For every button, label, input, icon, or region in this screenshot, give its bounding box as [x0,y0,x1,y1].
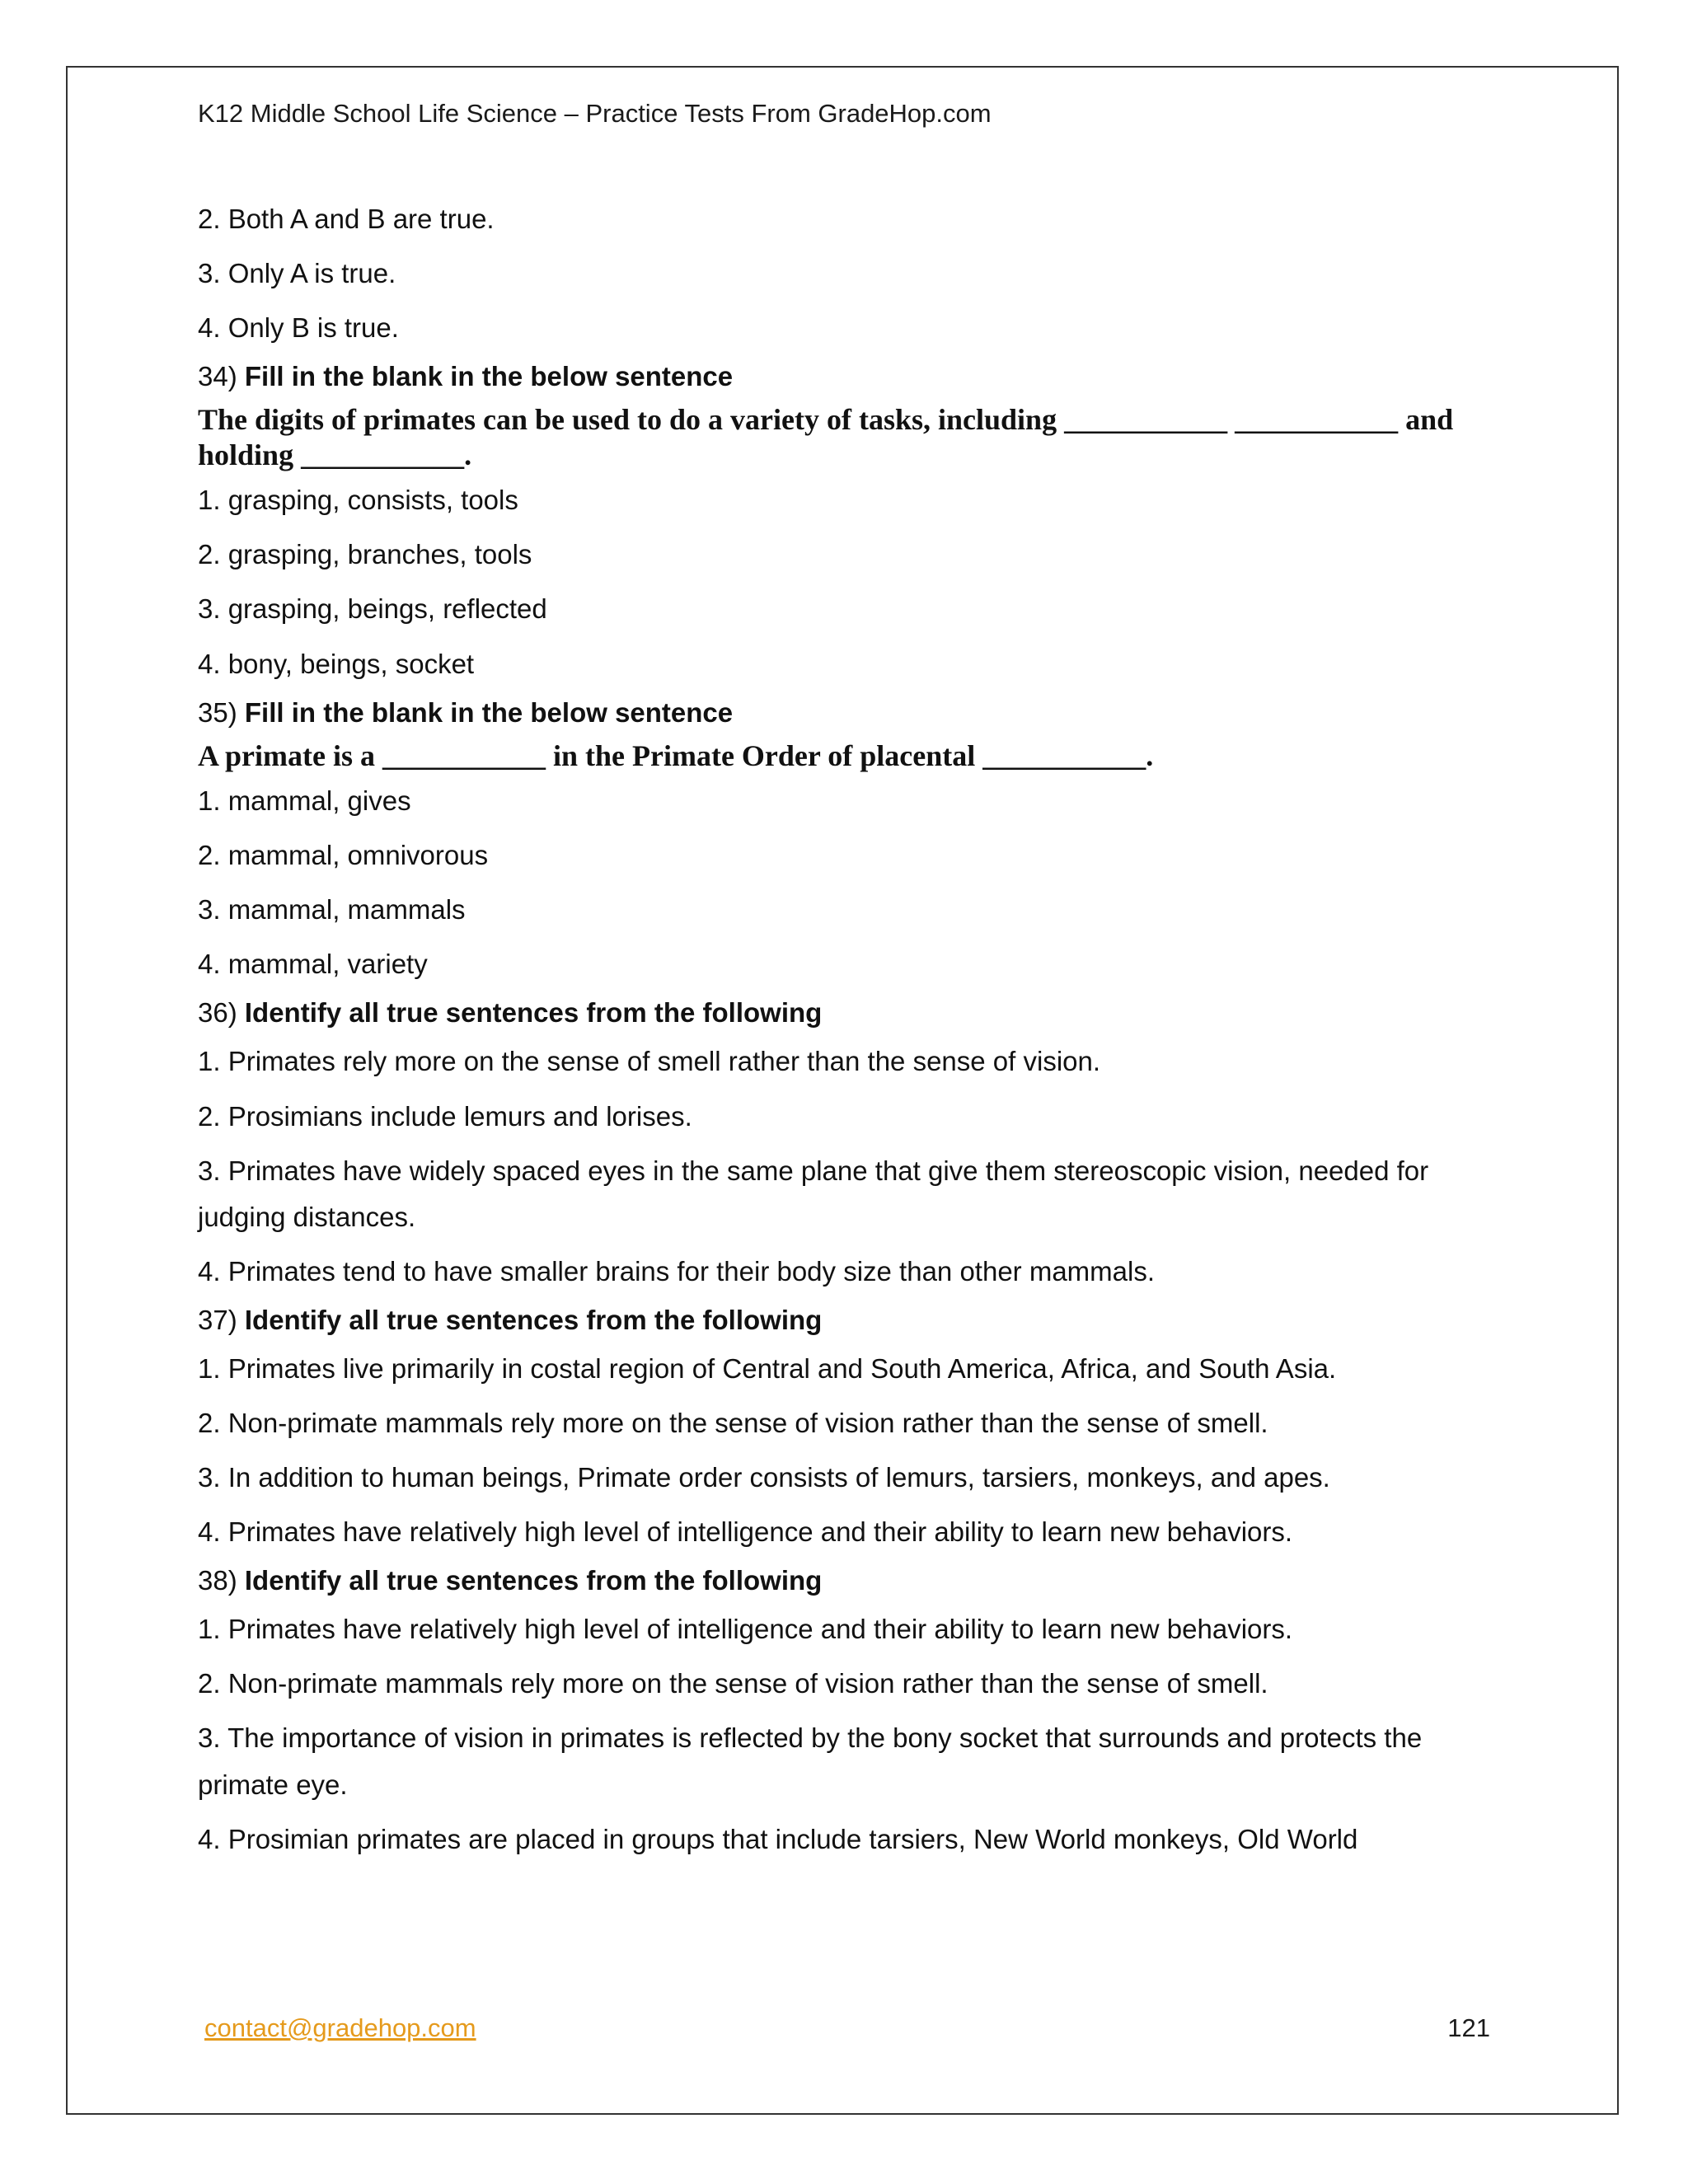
question-37-option-3: 3. In addition to human beings, Primate order consists of lemurs, tarsiers, monkeys, and apes. [198,1462,1330,1493]
question-36-option-2: 2. Prosimians include lemurs and lorises. [198,1100,692,1132]
question-35-option-3: 3. mammal, mammals [198,894,466,926]
question-38-option-2: 2. Non-primate mammals rely more on the sense of vision rather than the sense of smell. [198,1668,1268,1699]
question-instruction: Fill in the blank in the below sentence [244,696,734,728]
question-34-option-1: 1. grasping, consists, tools [198,485,518,516]
question-35-option-1: 1. mammal, gives [198,785,411,817]
question-37-option-2: 2. Non-primate mammals rely more on the sense of vision rather than the sense of smell. [198,1408,1268,1438]
question-36-option-3: 3. Primates have widely spaced eyes in the same plane that give them stereoscopic vision, needed for judging distances. [198,1155,1429,1232]
contact-email-link[interactable]: contact@gradehop.com [204,2013,476,2042]
question-34-option-4: 4. bony, beings, socket [198,648,475,679]
question-37-option-1: 1. Primates live primarily in costal region of Central and South America, Africa, and South Asia. [198,1352,1337,1384]
question-38-option-3: 3. The importance of vision in primates is reflected by the bony socket that surrounds and protects the primate eye. [198,1722,1423,1800]
question-36-option-4: 4. Primates tend to have smaller brains for their body size than other mammals. [198,1255,1156,1286]
question-35-statement: A primate is a ___________ in the Primate Order of placental ___________. [198,738,1154,772]
option-continued-4: 4. Only B is true. [198,312,399,344]
question-36-heading [198,997,1484,1029]
question-instruction: Identify all true sentences from the following [244,997,823,1029]
question-number: 34) [198,361,237,392]
question-instruction: Fill in the blank in the below sentence [244,361,734,392]
question-37-option-4: 4. Primates have relatively high level of intelligence and their ability to learn new behaviors. [198,1516,1293,1548]
page-header: K12 Middle School Life Science – Practice Tests From GradeHop.com [198,99,992,128]
question-number: 36) [198,997,237,1029]
question-instruction: Identify all true sentences from the following [244,1304,823,1335]
question-37-heading [198,1305,1484,1336]
question-34-statement: The digits of primates can be used to do a variety of tasks, including ___________ ___________ and holding ___________. [198,403,1454,471]
question-34-option-2: 2. grasping, branches, tools [198,539,532,570]
page-number: 121 [1447,2013,1490,2042]
question-38-option-1: 1. Primates have relatively high level of intelligence and their ability to learn new behaviors. [198,1614,1293,1645]
question-number: 37) [198,1304,237,1335]
question-35-option-4: 4. mammal, variety [198,949,428,980]
page-content [198,196,1484,1871]
option-continued-3: 3. Only A is true. [198,258,396,289]
question-instruction: Identify all true sentences from the following [244,1565,823,1596]
question-38-option-4: 4. Prosimian primates are placed in groups that include tarsiers, New World monkeys, Old World [198,1823,1358,1854]
question-38-heading [198,1565,1484,1596]
question-34-option-3: 3. grasping, beings, reflected [198,593,547,625]
question-36-option-1: 1. Primates rely more on the sense of smell rather than the sense of vision. [198,1046,1101,1077]
question-35-option-2: 2. mammal, omnivorous [198,840,489,871]
option-continued-2: 2. Both A and B are true. [198,204,495,234]
question-number: 38) [198,1565,237,1596]
question-number: 35) [198,696,237,728]
question-35-heading [198,697,1484,729]
question-34-heading [198,361,1484,392]
